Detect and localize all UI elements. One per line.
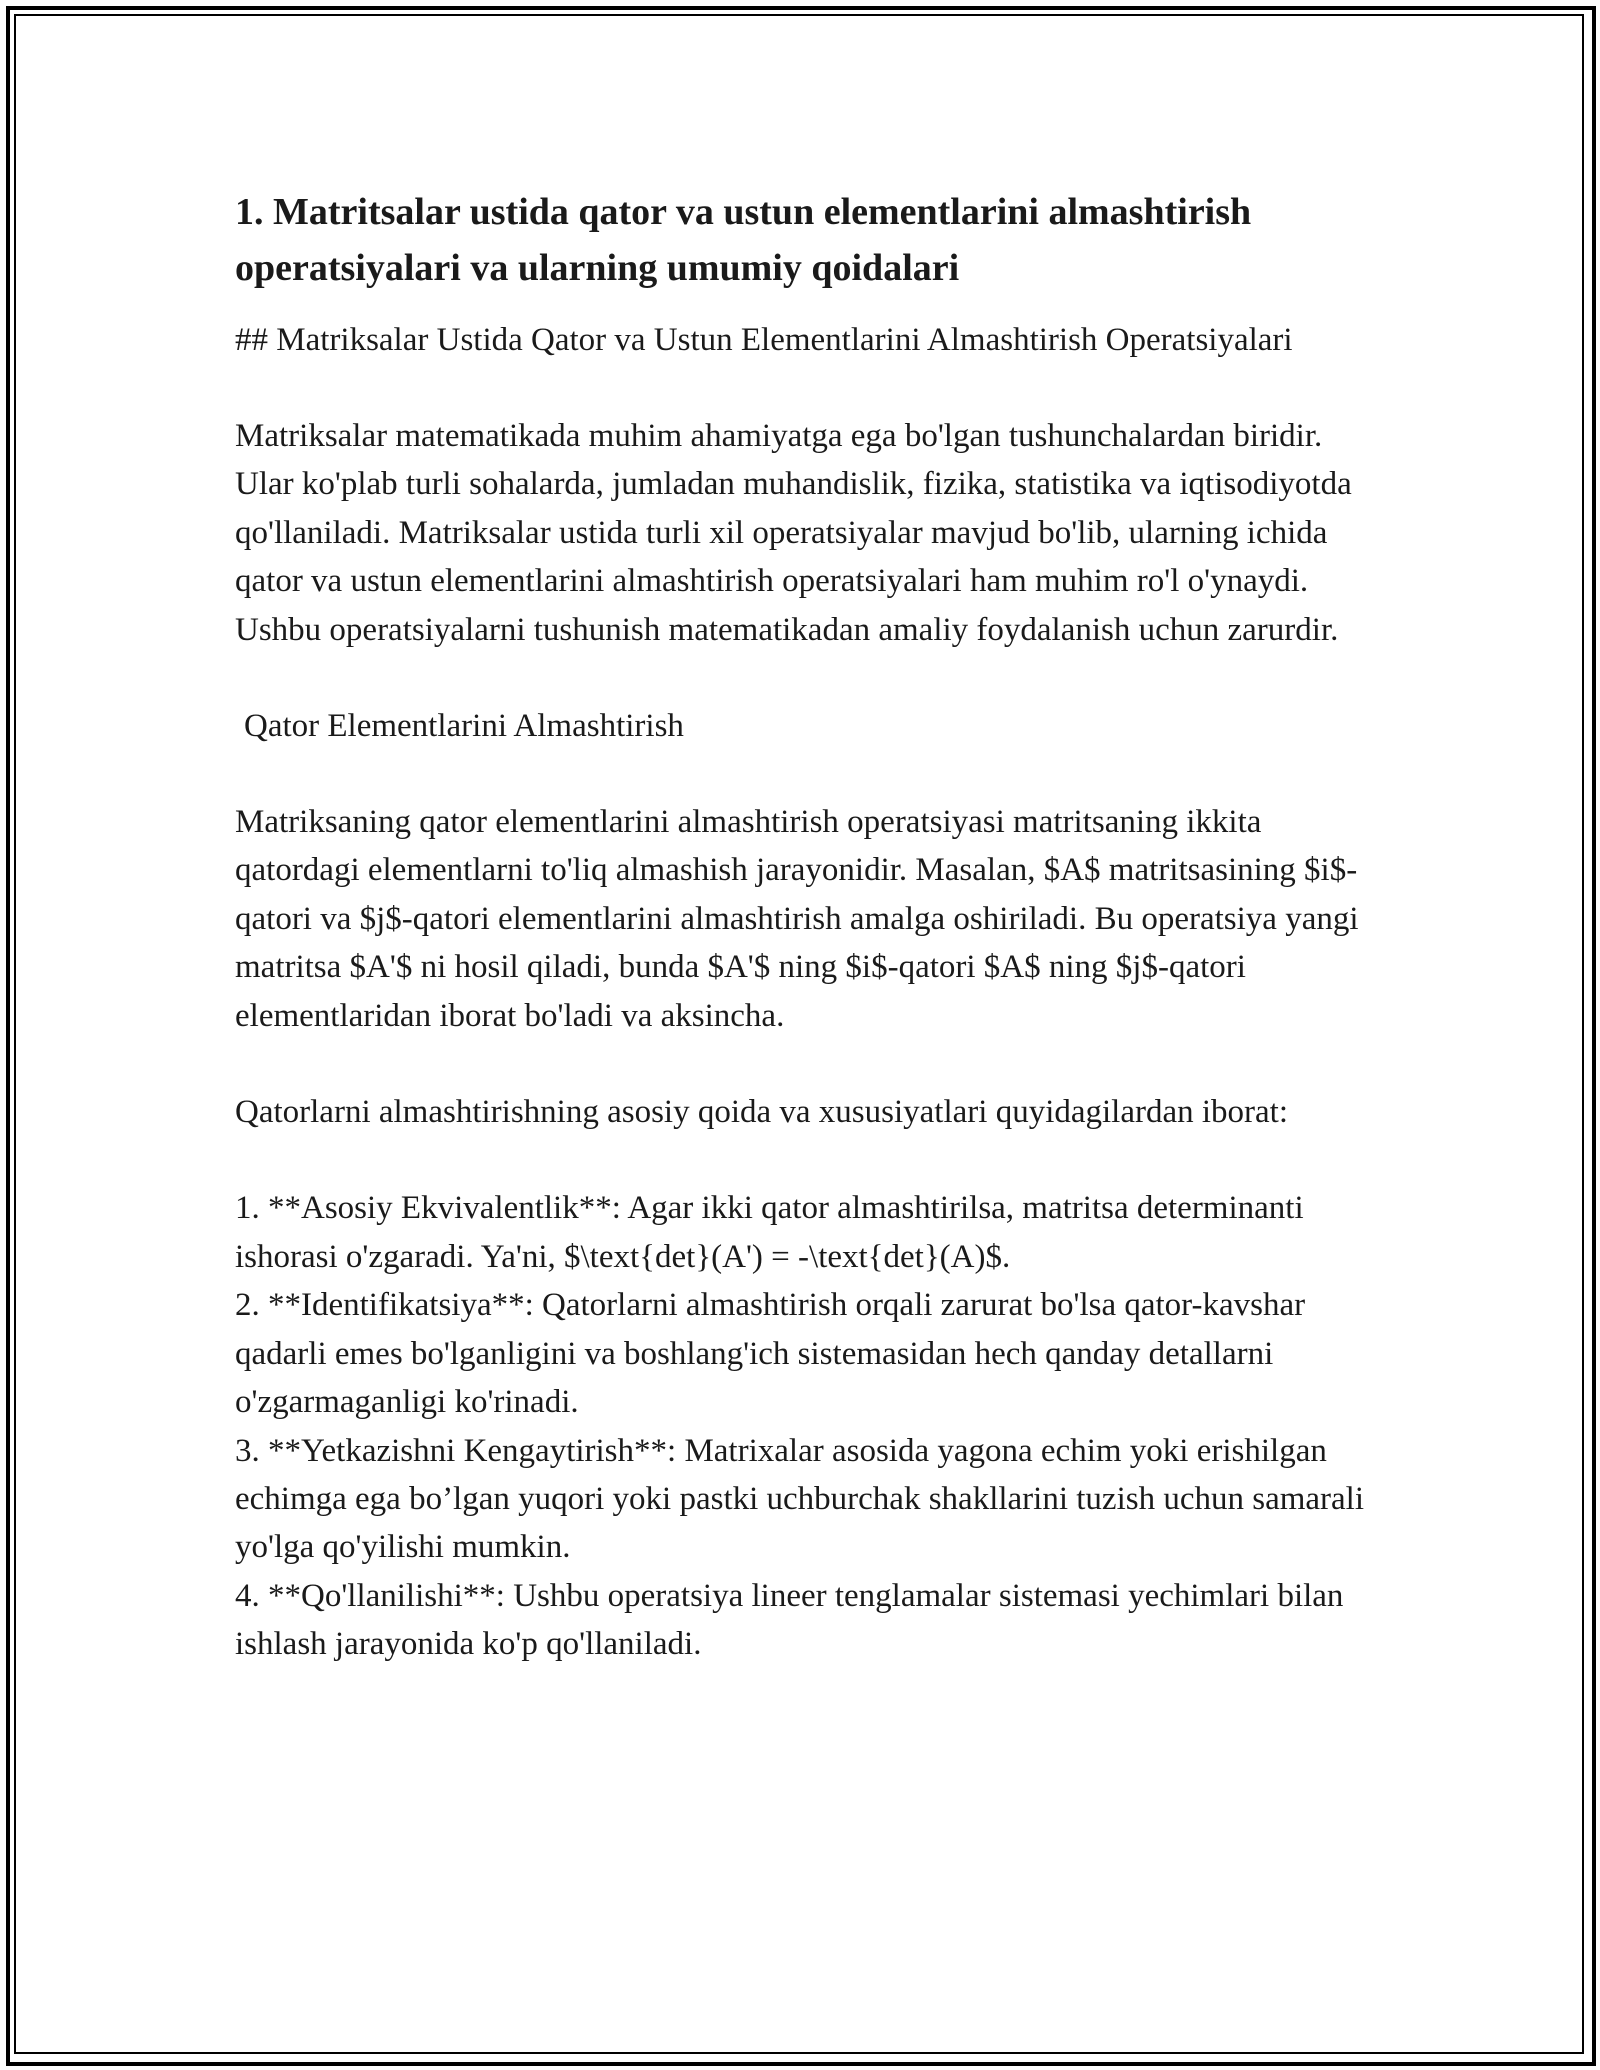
intro-paragraph: Matriksalar matematikada muhim ahamiyatga ega bo'lgan tushunchalardan biridir. Ular ko'plab turli sohalarda, jumladan muhandislik, fizika, statistika va iqtisodiyotda qo'llaniladi. Matriksalar ustida turli xil operatsiyalar mavjud bo'lib, ularning ichida qator va ustun elementlarini almashtirish operatsiyalari ham muhim ro'l o'ynaydi. Ushbu operatsiyalarni tushunish matematikadan amaliy foydalanish uchun zarurdir. xyxy=(235,418,1352,648)
rules-list xyxy=(235,1184,1375,1668)
document-title: 1. Matritsalar ustida qator va ustun elementlarini almashtirish operatsiyalari va ularning umumiy qoidalari xyxy=(235,191,1252,289)
list-item: 1. **Asosiy Ekvivalentlik**: Agar ikki qator almashtirilsa, matritsa determinanti ishorasi o'zgaradi. Ya'ni, $\text{det}(A') = -\text{det}(A)$. xyxy=(235,1190,1304,1275)
section-paragraph: Matriksaning qator elementlarini almashtirish operatsiyasi matritsaning ikkita qatordagi elementlarni to'liq almashish jarayonidir. Masalan, $A$ matritsasining $i$-qatori va $j$-qatori elementlarini almashtirish amalga oshiriladi. Bu operatsiya yangi matritsa $A'$ ni hosil qiladi, bunda $A'$ ning $i$-qatori $A$ ning $j$-qatori elementlaridan iborat bo'ladi va aksincha. xyxy=(235,804,1359,1034)
list-item: 2. **Identifikatsiya**: Qatorlarni almashtirish orqali zarurat bo'lsa qator-kavshar qadarli emes bo'lganligini va boshlang'ich sistemasidan hech qanday detallarni o'zgarmaganligi ko'rinadi. xyxy=(235,1287,1306,1421)
section-heading: Qator Elementlarini Almashtirish xyxy=(244,708,684,745)
markdown-subheading: ## Matriksalar Ustida Qator va Ustun Elementlarini Almashtirish Operatsiyalari xyxy=(235,322,1293,358)
rules-intro: Qatorlarni almashtirishning asosiy qoida va xususiyatlari quyidagilardan iborat: xyxy=(235,1094,1289,1131)
document-body xyxy=(235,184,1375,1669)
list-item: 3. **Yetkazishni Kengaytirish**: Matrixalar asosida yagona echim yoki erishilgan echimga ega bo’lgan yuqori yoki pastki uchburchak shakllarini tuzish uchun samarali yo'lga qo'yilishi mumkin. xyxy=(235,1432,1365,1566)
list-item: 4. **Qo'llanilishi**: Ushbu operatsiya lineer tenglamalar sistemasi yechimlari bilan ishlash jarayonida ko'p qo'llaniladi. xyxy=(235,1577,1344,1663)
